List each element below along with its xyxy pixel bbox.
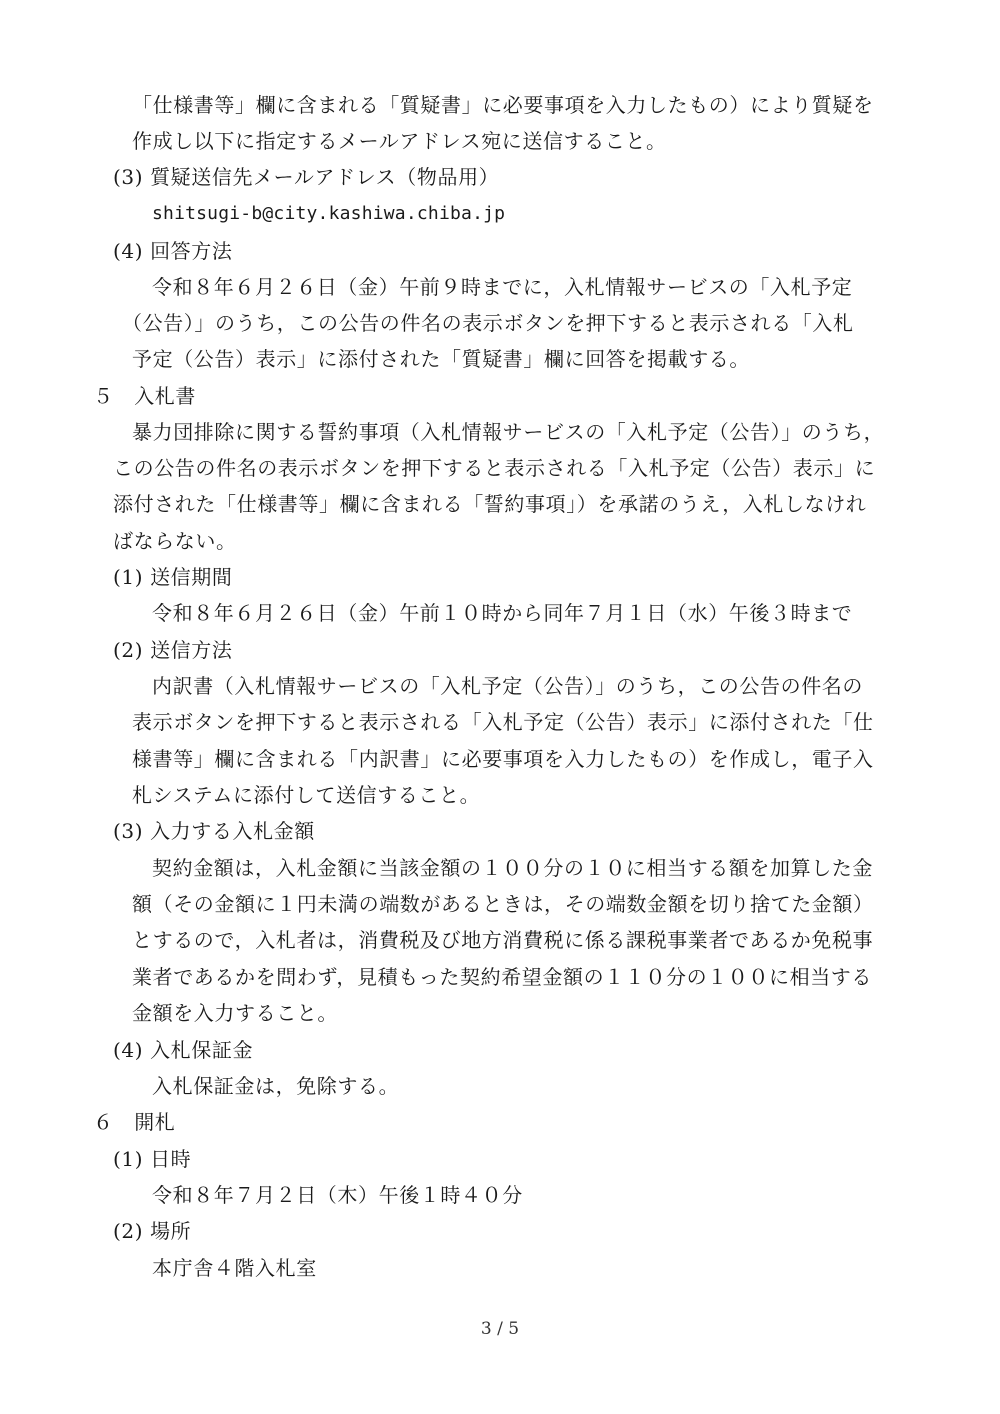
page-number: 3 / 5 [480, 1319, 520, 1339]
text-line: 予定（公告）表示」に添付された「質疑書」欄に回答を掲載する。 [132, 347, 750, 371]
text-line: 額（その金額に１円未満の端数があるときは，その端数金額を切り捨てた金額） [132, 892, 874, 916]
text-line: 本庁舎４階入札室 [152, 1256, 317, 1280]
text-line: ばならない。 [113, 529, 237, 553]
text-line: 作成し以下に指定するメールアドレス宛に送信すること。 [132, 129, 667, 153]
text-line: 添付された「仕様書等」欄に含まれる「誓約事項」）を承諾のうえ，入札しなけれ [113, 492, 867, 516]
section-heading: (3) 質疑送信先メールアドレス（物品用） [113, 165, 500, 189]
text-line: 表示ボタンを押下すると表示される「入札予定（公告）表示」に添付された「仕 [132, 710, 874, 734]
text-line: 内訳書（入札情報サービスの「入札予定（公告）」のうち，この公告の件名の [152, 674, 863, 698]
section-heading: (2) 場所 [113, 1219, 192, 1243]
section-heading: (4) 回答方法 [113, 239, 233, 263]
text-line: この公告の件名の表示ボタンを押下すると表示される「入札予定（公告）表示」に [113, 456, 876, 480]
email-address: shitsugi-b@city.kashiwa.chiba.jp [152, 203, 506, 224]
section-heading: (3) 入力する入札金額 [113, 819, 315, 843]
text-line: （公告）」のうち，この公告の件名の表示ボタンを押下すると表示される「入札 [122, 311, 854, 335]
text-line: 様書等」欄に含まれる「内訳書」に必要事項を入力したもの）を作成し，電子入 [132, 747, 874, 771]
text-line: 「仕様書等」欄に含まれる「質疑書」に必要事項を入力したもの）により質疑を [132, 93, 874, 117]
section-title: ５ 入札書 [93, 384, 196, 408]
text-line: 暴力団排除に関する誓約事項（入札情報サービスの「入札予定（公告）」のうち， [132, 420, 885, 444]
section-title: ６ 開札 [93, 1110, 176, 1134]
text-line: 札システムに添付して送信すること。 [132, 783, 481, 807]
text-line: 契約金額は，入札金額に当該金額の１００分の１０に相当する額を加算した金 [152, 856, 873, 880]
text-line: 業者であるかを問わず，見積もった契約希望金額の１１０分の１００に相当する [132, 965, 872, 989]
section-heading: (1) 送信期間 [113, 565, 233, 589]
section-heading: (2) 送信方法 [113, 638, 233, 662]
section-heading: (4) 入札保証金 [113, 1038, 254, 1062]
text-line: 令和８年７月２日（木）午後１時４０分 [152, 1183, 523, 1207]
text-line: 令和８年６月２６日（金）午前１０時から同年７月１日（水）午後３時まで [152, 601, 853, 625]
text-line: 令和８年６月２６日（金）午前９時までに，入札情報サービスの「入札予定 [152, 275, 853, 299]
text-line: とするので，入札者は，消費税及び地方消費税に係る課税事業者であるか免税事 [132, 928, 874, 952]
section-heading: (1) 日時 [113, 1147, 192, 1171]
text-line: 入札保証金は，免除する。 [152, 1074, 400, 1098]
text-line: 金額を入力すること。 [132, 1001, 338, 1025]
